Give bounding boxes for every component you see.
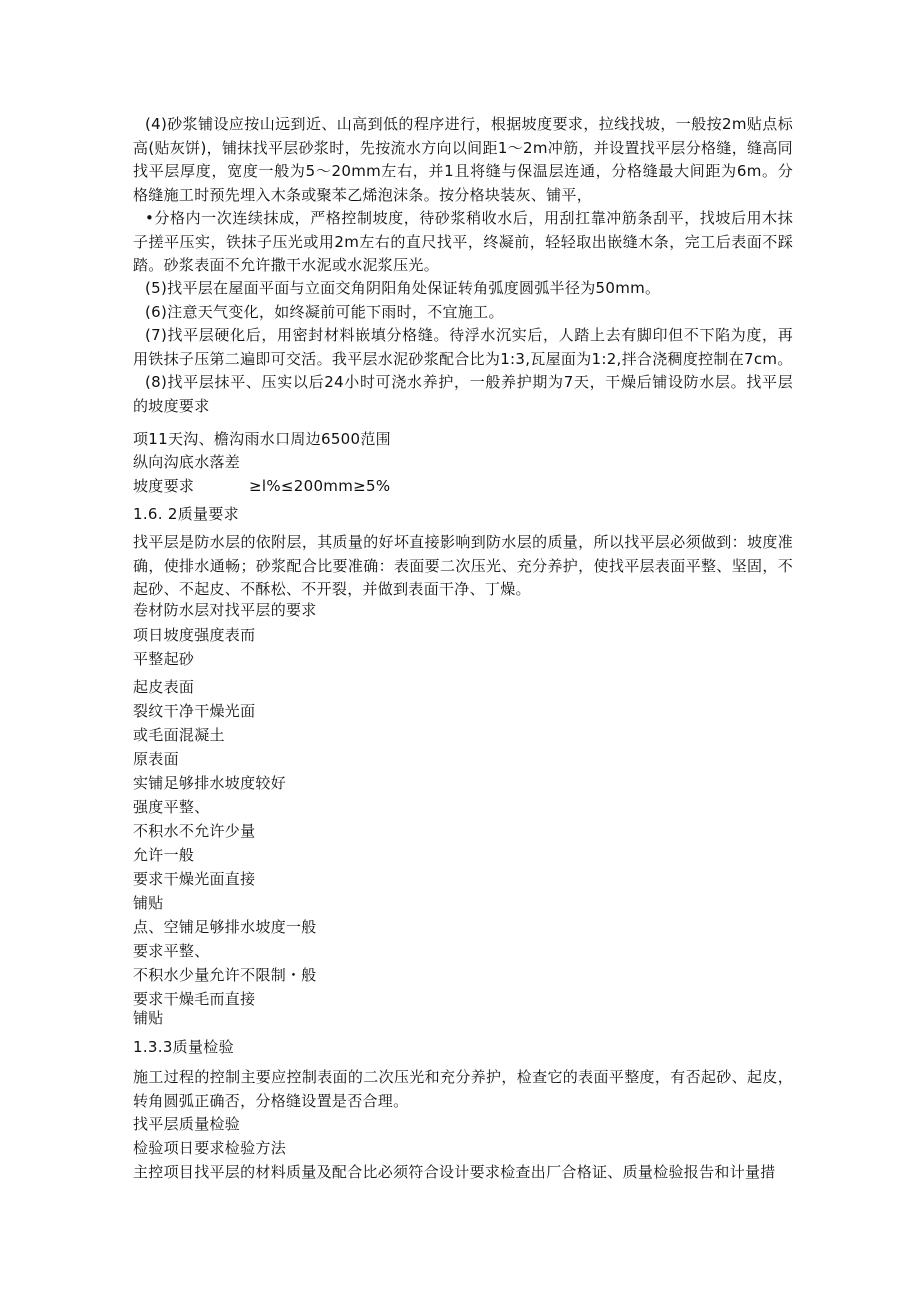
paragraph-4: (4)砂浆铺设应按山远到近、山高到低的程序进行，根据坡度要求，拉线找坡，一般按2m贴点标高(贴灰饼)，铺抹找平层砂浆时，先按流水方向以间距1～2m冲筋，并设置找平层分格缝，缝高同找平层厚度，宽度一般为5～20mm左右，并1且将缝与保温层连通，分格缝最大间距为6m。分格缝施工时预先埋入木条或聚苯乙烯泡沫条。按分格块装灰、铺平， bbox=[133, 115, 793, 204]
list-item: 铺贴 bbox=[133, 1009, 164, 1027]
list-item: 检验项日要求检验方法 bbox=[133, 1139, 287, 1157]
slope-table-row-3-label: 坡度要求 bbox=[133, 477, 195, 495]
list-item: 要求干燥光面直接 bbox=[133, 870, 256, 888]
list-item: 铺贴 bbox=[133, 894, 164, 912]
list-item: 主控项目找平层的材料质量及配合比必须符合设计要求检查出厂合格证、质量检验报告和计量措 bbox=[133, 1163, 776, 1181]
list-item: 实铺足够排水坡度较好 bbox=[133, 774, 287, 792]
list-item: 项日坡度强度表而 bbox=[133, 626, 256, 644]
list-item: 卷材防水层对找平层的要求 bbox=[133, 601, 317, 619]
list-item: 要求干燥毛而直接 bbox=[133, 990, 256, 1008]
section-heading-1-6-2: 1.6. 2质量要求 bbox=[133, 505, 239, 523]
paragraph-quality-requirements: 找平层是防水层的依附层，其质量的好坏直接影响到防水层的质量，所以找平层必须做到：坡度准确，使排水通畅；砂浆配合比要准确：表面要二次压光、充分养护，使找平层表面平整、坚固，不起砂、不起皮、不酥松、不开裂，并做到表面干净、丁燥。 bbox=[133, 533, 793, 598]
list-item: 或毛面混凝土 bbox=[133, 726, 225, 744]
paragraph-8: (8)找平层抹平、压实以后24小时可浇水养护，一般养护期为7天，干燥后铺设防水层。找平层的坡度要求 bbox=[133, 373, 793, 415]
list-item: 平整起砂 bbox=[133, 650, 195, 668]
list-item: 裂纹干净干燥光面 bbox=[133, 702, 256, 720]
slope-table-row-2: 纵向沟底水落差 bbox=[133, 453, 241, 471]
paragraph-quality-check: 施工过程的控制主要应控制表面的二次压光和充分养护，检查它的表面平整度，有否起砂、起皮，转角圆弧正确否，分格缝设置是否合理。 bbox=[133, 1068, 793, 1110]
paragraph-5: (5)找平层在屋面平面与立面交角阴阳角处保证转角弧度圆弧半径为50mm。 bbox=[145, 279, 661, 297]
list-item: 原表面 bbox=[133, 750, 179, 768]
paragraph-7: (7)找平层硬化后，用密封材料嵌填分格缝。待浮水沉实后，人踏上去有脚印但不下陷为度，再用铁抹子压第二遍即可交活。我平层水泥砂浆配合比为1:3,瓦屋面为1:2,拌合浇稠度控制在7cm。 bbox=[133, 326, 793, 368]
list-item: 不积水不允许少量 bbox=[133, 822, 256, 840]
list-item: 要求平整、 bbox=[133, 942, 210, 960]
paragraph-4-continued: •分格内一次连续抹成，严格控制坡度，待砂浆稍收水后，用刮扛靠冲筋条刮平，找坡后用木抹子搓平压实，铁抹子压光或用2m左右的直尺找平，终凝前，轻轻取出嵌缝木条，完工后表面不踩踏。砂浆表面不允许撒干水泥或水泥浆压光。 bbox=[133, 209, 793, 274]
list-item: 点、空铺足够排水坡度一般 bbox=[133, 918, 317, 936]
list-item: 起皮表面 bbox=[133, 678, 195, 696]
slope-table-row-3-value: ≥l%≤200mm≥5% bbox=[249, 477, 391, 495]
section-heading-1-3-3: 1.3.3质量检验 bbox=[133, 1038, 234, 1056]
list-item: 找平层质量检验 bbox=[133, 1115, 241, 1133]
slope-table-row-1: 项11天沟、檐沟雨水口周边6500范围 bbox=[133, 430, 391, 448]
list-item: 强度平整、 bbox=[133, 798, 210, 816]
list-item: 允许一般 bbox=[133, 846, 195, 864]
paragraph-6: (6)注意天气变化，如终凝前可能下雨时，不宜施工。 bbox=[145, 303, 504, 321]
list-item: 不积水少量允许不限制・般 bbox=[133, 966, 317, 984]
